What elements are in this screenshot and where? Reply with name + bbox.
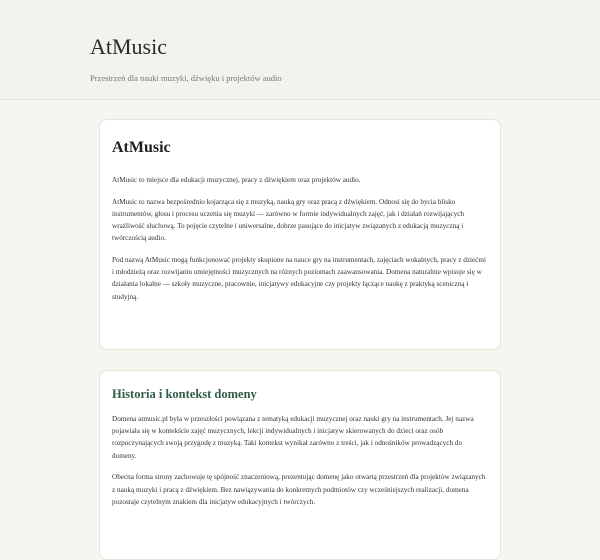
intro-paragraph: AtMusic to miejsce dla edukacji muzycznej, pracy z dźwiękiem oraz projektów audio.	[112, 176, 361, 184]
site-tagline: Przestrzeń dla nauki muzyki, dźwięku i projektów audio	[90, 73, 282, 83]
history-paragraph: Obecna forma strony zachowuje tę spójność znaczeniową, prezentując domenę jako otwartą przestrzeń dla projektów związanych z nauką muzyki i pracą z dźwiękiem. Bez nawiązywania do konkretnych podmiotów czy wcześniejszych realizacji, domena pozostaje czytelnym znakiem dla inicjatyw edukacyjnych i twórczych.	[112, 473, 486, 506]
history-card	[99, 370, 501, 560]
main-content	[0, 100, 600, 560]
intro-title: AtMusic	[112, 139, 171, 156]
intro-paragraph: AtMusic to nazwa bezpośrednio kojarząca się z muzyką, nauką gry oraz pracą z dźwiękiem. Odnosi się do bycia blisko instrumentów, głosu i procesu uczenia się muzyki — zarówno w formie indywidualnych zajęć, jak i działań rozwijających wrażliwość słuchową. To pojęcie czytelne i uniwersalne, dobrze pasujące do inicjatyw związanych z edukacją muzyczną i twórczością audio.	[112, 197, 465, 243]
intro-card	[99, 119, 501, 350]
site-title: AtMusic	[90, 34, 167, 59]
history-paragraph: Domena atmusic.pl była w przeszłości powiązana z tematyką edukacji muzycznej oraz nauki gry na instrumentach. Jej nazwa pojawiała się w kontekście zajęć muzycznych, lekcji indywidualnych i inicjatyw skierowanych do dzieci oraz osób rozpoczynających swoją przygodę z muzyką. Taki kontekst wynikał zarówno z treści, jak i odnośników prowadzących do domeny.	[112, 415, 474, 460]
site-header	[0, 0, 600, 100]
intro-paragraph: Pod nazwą AtMusic mogą funkcjonować projekty skupione na nauce gry na instrumentach, zajęciach wokalnych, pracy z dziećmi i młodzieżą oraz rozwijaniu umiejętności muzycznych na różnych poziomach zaawansowania. Domena naturalnie wpisuje się w działania lokalne — szkoły muzyczne, pracownie, inicjatywy edukacyjne czy projekty łączące naukę z praktyką sceniczną i studyjną.	[112, 256, 487, 301]
history-title: Historia i kontekst domeny	[112, 387, 257, 401]
